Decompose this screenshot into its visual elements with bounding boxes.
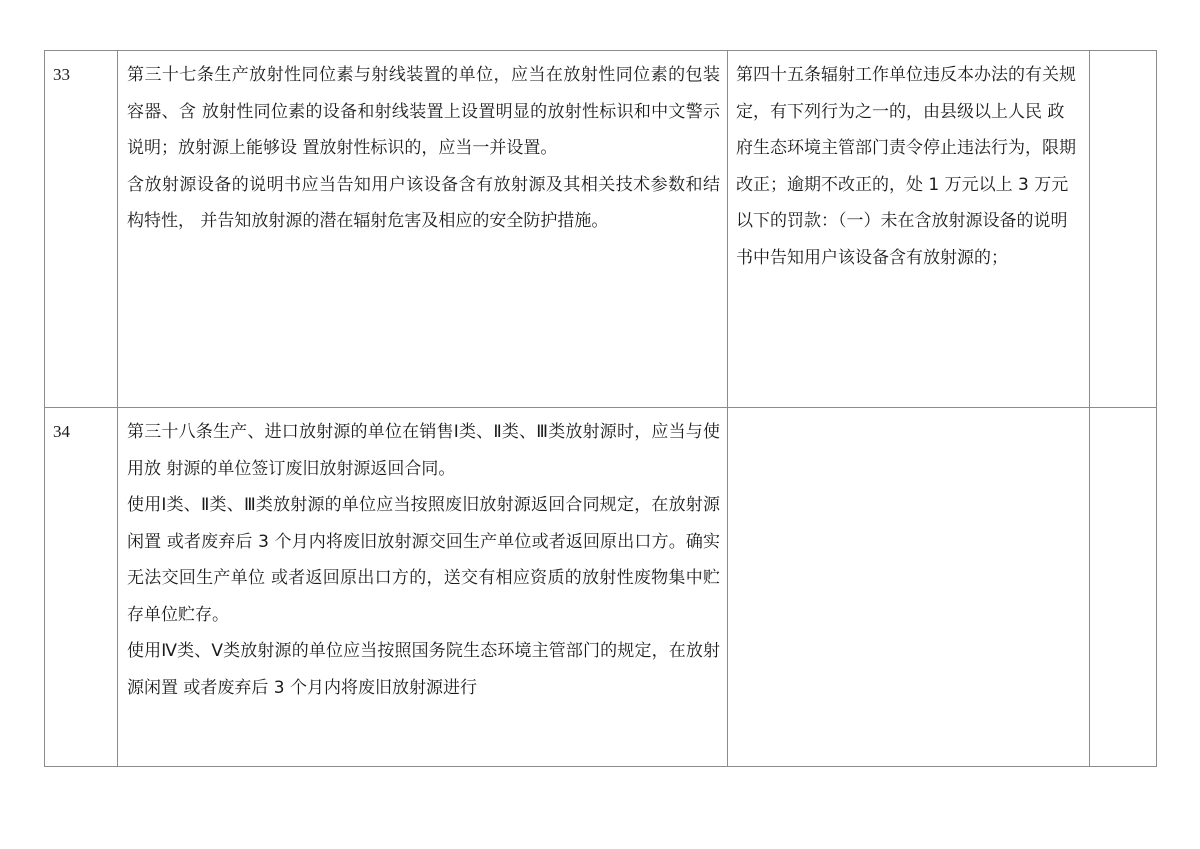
article-paragraph: 使用Ⅰ类、Ⅱ类、Ⅲ类放射源的单位应当按照废旧放射源返回合同规定，在放射源闲置 或者废弃后 3 个月内将废旧放射源交回生产单位或者返回原出口方。确实无法交回生产单位 或者返回原出口方的，送交有相应资质的放射性废物集中贮存单位贮存。 <box>127 495 720 625</box>
penalty-paragraph: 第四十五条辐射工作单位违反本办法的有关规定，有下列行为之一的，由县级以上人民 政府生态环境主管部门责令停止违法行为，限期改正；逾期不改正的，处 1 万元以上 3 万元以下的罚款：（一）未在含放射源设备的说明书中告知用户该设备含有放射源的； <box>736 65 1076 268</box>
table-row <box>45 408 1157 767</box>
article-paragraph: 第三十七条生产放射性同位素与射线装置的单位，应当在放射性同位素的包装容器、含 放射性同位素的设备和射线装置上设置明显的放射性标识和中文警示说明；放射源上能够设 置放射性标识的，应当一并设置。 <box>127 65 720 158</box>
article-cell <box>118 408 728 767</box>
table-row <box>45 51 1157 408</box>
row-number-cell <box>45 51 118 408</box>
extra-cell <box>1090 408 1157 767</box>
penalty-cell <box>728 408 1090 767</box>
row-number: 33 <box>53 65 70 84</box>
article-paragraph: 含放射源设备的说明书应当告知用户该设备含有放射源及其相关技术参数和结构特性， 并告知放射源的潜在辐射危害及相应的安全防护措施。 <box>127 174 720 231</box>
extra-cell <box>1090 51 1157 408</box>
row-number: 34 <box>53 422 70 441</box>
row-number-cell <box>45 408 118 767</box>
article-paragraph: 使用Ⅳ类、Ⅴ类放射源的单位应当按照国务院生态环境主管部门的规定，在放射源闲置 或者废弃后 3 个月内将废旧放射源进行 <box>127 641 720 698</box>
penalty-cell <box>728 51 1090 408</box>
regulation-comparison-table <box>44 50 1157 767</box>
article-cell <box>118 51 728 408</box>
article-paragraph: 第三十八条生产、进口放射源的单位在销售Ⅰ类、Ⅱ类、Ⅲ类放射源时，应当与使用放 射源的单位签订废旧放射源返回合同。 <box>127 422 720 479</box>
